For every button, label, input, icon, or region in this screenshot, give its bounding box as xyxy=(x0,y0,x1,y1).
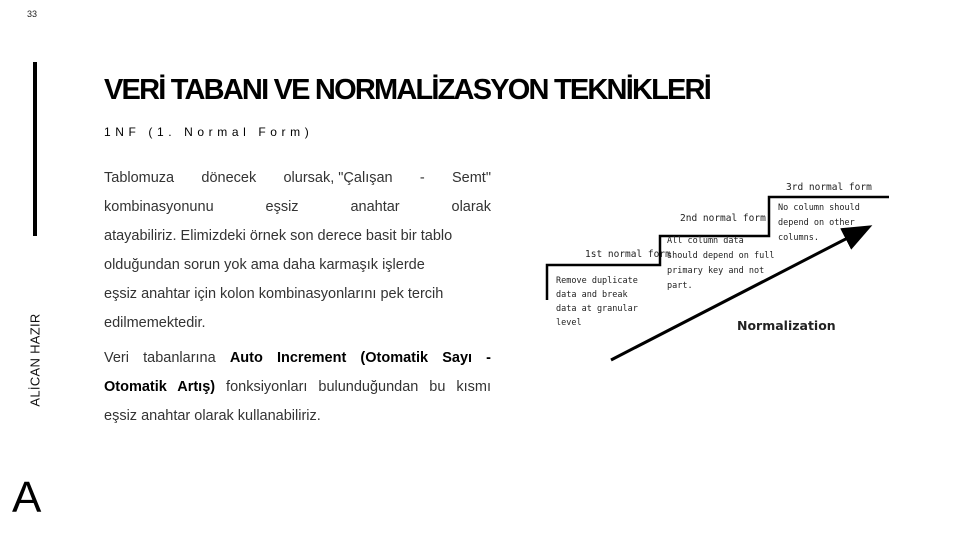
nf3-desc: columns. xyxy=(778,233,819,243)
page-number: 33 xyxy=(27,9,38,19)
accent-bar xyxy=(33,62,37,236)
auto-increment-term: Auto Increment (Otomatik Sayı - Otomatik Artış) xyxy=(104,350,492,395)
normalization-staircase xyxy=(543,176,893,366)
word: Semt" xyxy=(451,170,491,186)
nf1-desc: Remove duplicate xyxy=(556,276,638,286)
ascending-arrow xyxy=(611,228,867,360)
normalization-diagram xyxy=(543,176,893,366)
nf3-label: 3rd normal form xyxy=(786,182,872,193)
author-name: ALİCAN HAZIR xyxy=(27,313,43,407)
nf3-desc: depend on other xyxy=(778,218,855,228)
logo-letter: A xyxy=(12,473,42,522)
paragraph-2-pre: Veri tabanlarına xyxy=(104,350,216,366)
text-line: olduğundan sorun yok ama daha karmaşık işlerde xyxy=(104,257,425,273)
paragraph-1 xyxy=(104,164,491,338)
text-line xyxy=(104,164,491,193)
nf3-desc: No column should xyxy=(778,203,860,213)
word: anahtar xyxy=(350,199,400,215)
nf2-label: 2nd normal form xyxy=(680,213,766,224)
word: Tablomuza xyxy=(104,170,175,186)
word: - xyxy=(419,170,425,186)
text-line xyxy=(104,193,491,222)
word: olarak xyxy=(451,199,491,215)
nf1-desc: level xyxy=(556,318,582,328)
word: eşsiz xyxy=(265,199,299,215)
word: dönecek xyxy=(201,170,257,186)
nf2-desc: primary key and not xyxy=(667,266,765,276)
nf1-label: 1st normal form xyxy=(585,249,671,260)
text-line: edilmemektedir. xyxy=(104,315,206,331)
nf1-desc: data at granular xyxy=(556,304,638,314)
slide-subtitle: 1NF (1. Normal Form) xyxy=(104,125,314,139)
diagram-caption: Normalization xyxy=(737,318,836,333)
word: olursak, "Çalışan xyxy=(283,170,393,186)
nf2-desc: All column data xyxy=(667,236,744,246)
nf2-desc: should depend on full xyxy=(667,251,775,261)
paragraph-2-post: fonksiyonları bulunduğundan bu kısmı eşsiz anahtar olarak kullanabiliriz. xyxy=(104,379,491,424)
body-text xyxy=(104,164,491,431)
text-line: atayabiliriz. Elimizdeki örnek son derece basit bir tablo xyxy=(104,228,453,244)
slide-title: VERİ TABANI VE NORMALİZASYON TEKNİKLERİ xyxy=(104,74,710,106)
nf2-desc: part. xyxy=(667,281,693,291)
paragraph-2 xyxy=(104,344,491,431)
text-line: eşsiz anahtar için kolon kombinasyonlarını pek tercih xyxy=(104,286,444,302)
word: kombinasyonunu xyxy=(104,199,214,215)
nf1-desc: data and break xyxy=(556,290,628,300)
